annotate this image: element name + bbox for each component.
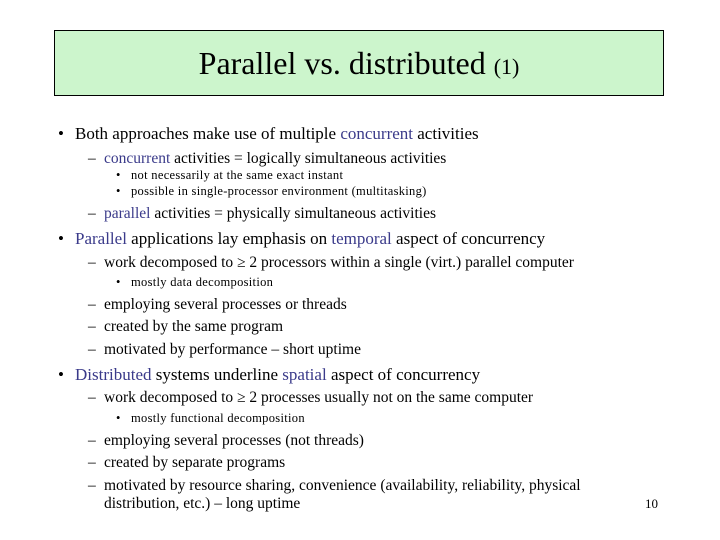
dash-marker: – bbox=[88, 477, 96, 494]
sub-item bbox=[88, 341, 361, 359]
title-main: Parallel vs. distributed bbox=[198, 44, 486, 81]
small-bullet: • bbox=[116, 275, 121, 289]
page-number: 10 bbox=[645, 496, 658, 511]
sub-text: activities = logically simultaneous activities bbox=[170, 150, 447, 167]
bullet-text: applications lay emphasis on bbox=[126, 229, 332, 248]
dash-marker: – bbox=[88, 432, 96, 449]
sub-text: motivated by performance – short uptime bbox=[104, 341, 361, 358]
small-bullet: • bbox=[116, 184, 121, 198]
bullet-text: systems underline bbox=[151, 365, 283, 384]
detail-item bbox=[116, 184, 427, 199]
detail-text: mostly functional decomposition bbox=[131, 411, 305, 425]
detail-text: possible in single-processor environment (multitasking) bbox=[131, 184, 427, 198]
dash-marker: – bbox=[88, 454, 96, 471]
sub-text: employing several processes (not threads) bbox=[104, 432, 364, 449]
dash-marker: – bbox=[88, 341, 96, 358]
bullet-parallel-applications bbox=[58, 229, 545, 249]
sub-item bbox=[88, 318, 283, 336]
dash-marker: – bbox=[88, 205, 96, 222]
sub-text: created by separate programs bbox=[104, 454, 286, 471]
sub-parallel bbox=[88, 205, 436, 223]
sub-item bbox=[88, 454, 285, 472]
sub-item bbox=[88, 254, 574, 272]
bullet-both-approaches bbox=[58, 124, 479, 144]
bullet-marker: • bbox=[58, 365, 64, 384]
detail-text: mostly data decomposition bbox=[131, 275, 274, 289]
sub-text: motivated by resource sharing, convenience (availability, reliability, physical bbox=[104, 477, 581, 494]
detail-text: not necessarily at the same exact instant bbox=[131, 168, 344, 182]
highlight-temporal: temporal bbox=[331, 229, 392, 248]
highlight-spatial: spatial bbox=[282, 365, 327, 384]
dash-marker: – bbox=[88, 296, 96, 313]
highlight-concurrent: concurrent bbox=[340, 124, 414, 143]
bullet-text: aspect of concurrency bbox=[391, 229, 546, 248]
bullet-marker: • bbox=[58, 124, 64, 143]
sub-text: work decomposed to ≥ 2 processes usually not on the same computer bbox=[104, 389, 534, 406]
dash-marker: – bbox=[88, 150, 96, 167]
slide-title bbox=[199, 45, 520, 82]
highlight-distributed: Distributed bbox=[75, 365, 152, 384]
sub-text: created by the same program bbox=[104, 318, 284, 335]
small-bullet: • bbox=[116, 168, 121, 182]
bullet-text: activities bbox=[413, 124, 479, 143]
dash-marker: – bbox=[88, 254, 96, 271]
small-bullet: • bbox=[116, 411, 121, 425]
detail-item bbox=[116, 168, 343, 183]
sub-item-continued bbox=[104, 495, 300, 513]
sub-item bbox=[88, 432, 364, 450]
bullet-text: aspect of concurrency bbox=[326, 365, 481, 384]
sub-text: activities = physically simultaneous activities bbox=[150, 205, 437, 222]
detail-item bbox=[116, 411, 305, 426]
dash-marker: – bbox=[88, 318, 96, 335]
sub-item bbox=[88, 389, 533, 407]
sub-concurrent bbox=[88, 150, 446, 168]
bullet-distributed-systems bbox=[58, 365, 480, 385]
title-suffix: (1) bbox=[493, 53, 520, 79]
sub-text: distribution, etc.) – long uptime bbox=[104, 495, 301, 512]
bullet-marker: • bbox=[58, 229, 64, 248]
sub-item bbox=[88, 296, 347, 314]
highlight-parallel: parallel bbox=[104, 205, 151, 222]
bullet-text: Both approaches make use of multiple bbox=[75, 124, 341, 143]
highlight-concurrent: concurrent bbox=[104, 150, 171, 167]
sub-item bbox=[88, 477, 581, 495]
highlight-parallel: Parallel bbox=[75, 229, 127, 248]
dash-marker: – bbox=[88, 389, 96, 406]
sub-text: work decomposed to ≥ 2 processors within a single (virt.) parallel computer bbox=[104, 254, 574, 271]
sub-text: employing several processes or threads bbox=[104, 296, 347, 313]
title-box bbox=[54, 30, 664, 96]
detail-item bbox=[116, 275, 273, 290]
